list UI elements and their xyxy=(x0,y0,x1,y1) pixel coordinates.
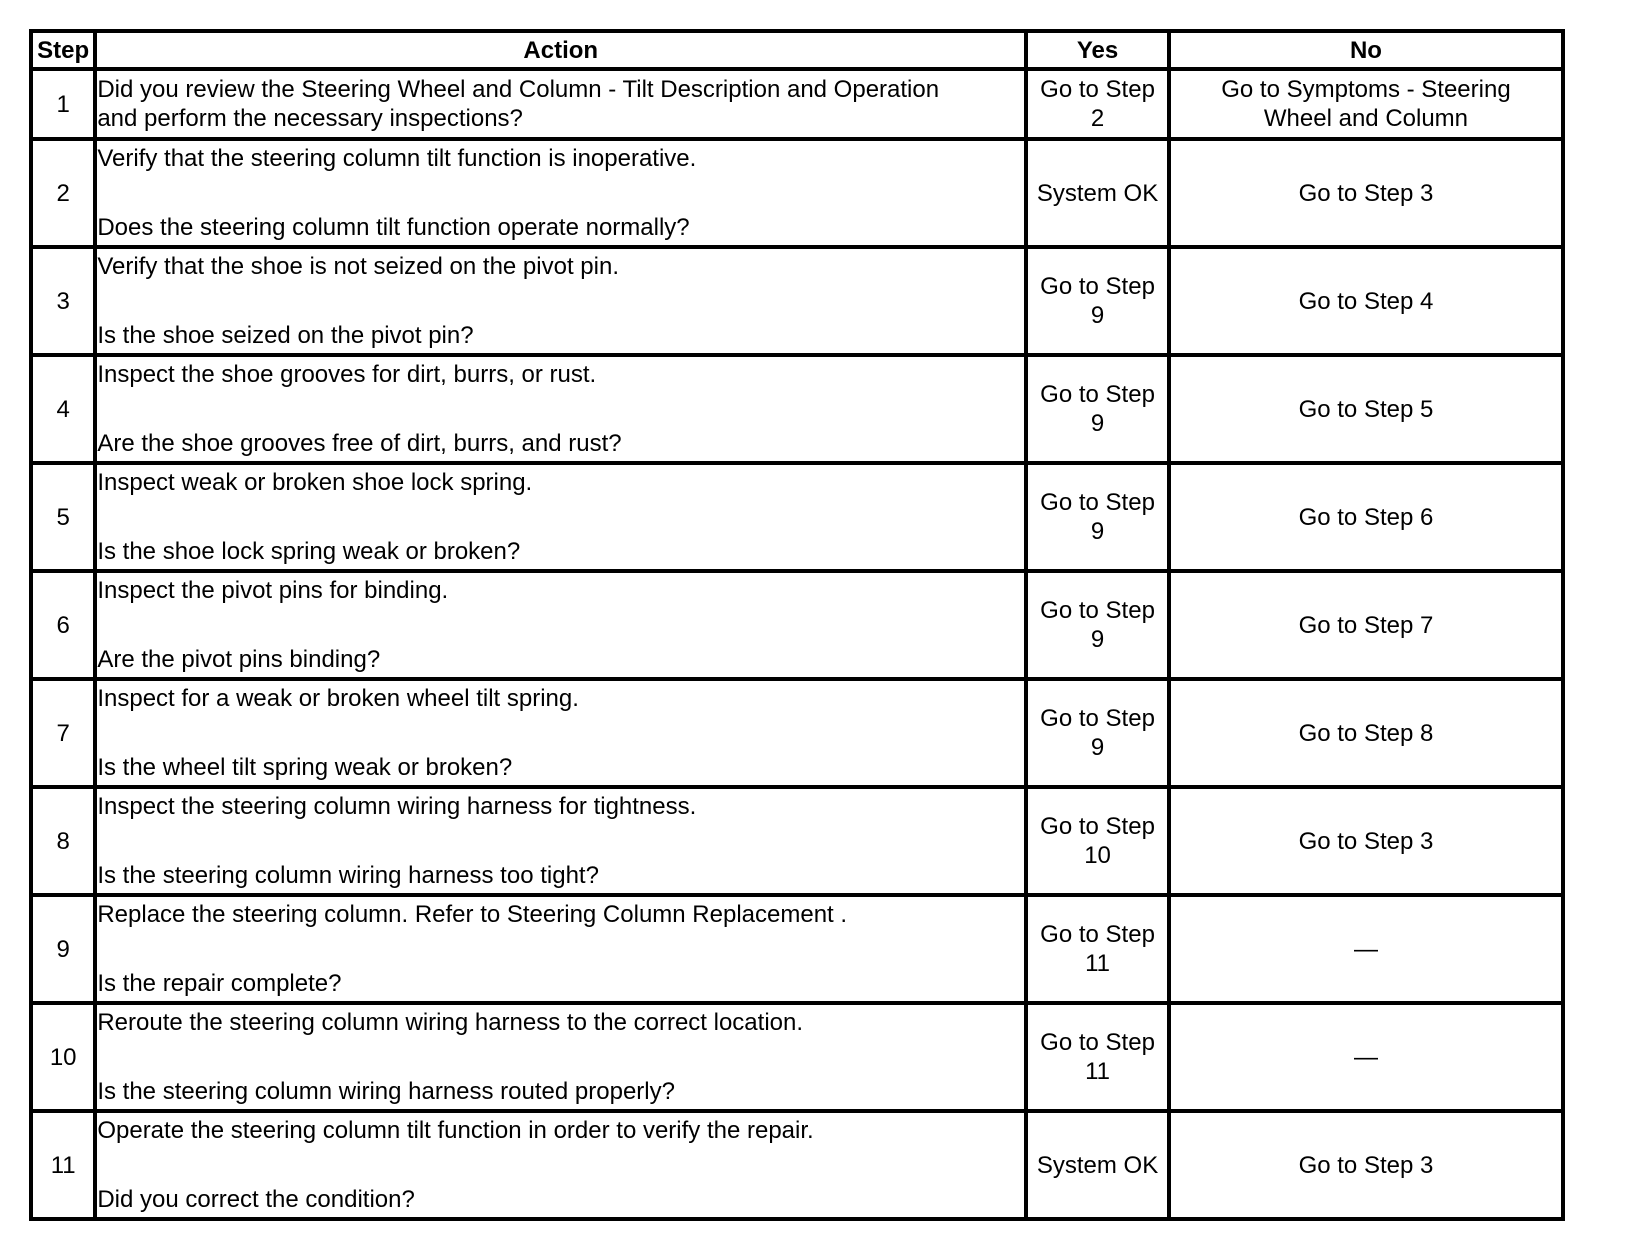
no-text: Go to Step 6 xyxy=(1298,503,1434,531)
action-instruction: Operate the steering column tilt function in order to verify the repair. xyxy=(97,1117,814,1144)
yes-cell xyxy=(1026,571,1169,679)
action-question: Is the steering column wiring harness too tight? xyxy=(97,862,599,889)
yes-cell xyxy=(1026,247,1169,355)
yes-cell xyxy=(1026,679,1169,787)
yes-text: Go to Step xyxy=(1040,76,1155,103)
step-number: 8 xyxy=(31,787,95,895)
action-text: Did you review the Steering Wheel and Column - Tilt Description and Operation xyxy=(97,76,940,103)
action-question: Is the shoe seized on the pivot pin? xyxy=(97,322,474,349)
no-cell xyxy=(1169,463,1563,571)
header-row xyxy=(31,31,1563,69)
table-row xyxy=(31,895,1563,1003)
no-cell xyxy=(1169,1111,1563,1219)
yes-cell xyxy=(1026,69,1169,139)
action-instruction: Inspect the pivot pins for binding. xyxy=(97,577,449,604)
no-dash: — xyxy=(1353,1043,1378,1071)
step-number: 3 xyxy=(31,247,95,355)
no-text: Go to Step 8 xyxy=(1298,719,1434,747)
yes-text: Go to Step xyxy=(1040,1029,1155,1056)
action-cell xyxy=(95,1003,1026,1111)
yes-text: System OK xyxy=(1036,179,1159,207)
table-row xyxy=(31,69,1563,139)
action-instruction: Inspect for a weak or broken wheel tilt spring. xyxy=(97,685,579,712)
action-text: and perform the necessary inspections? xyxy=(97,105,523,132)
action-cell xyxy=(95,895,1026,1003)
no-text: Go to Step 5 xyxy=(1298,395,1434,423)
table-row xyxy=(31,355,1563,463)
yes-text: Go to Step xyxy=(1040,921,1155,948)
action-cell xyxy=(95,463,1026,571)
yes-text: Go to Step xyxy=(1040,489,1155,516)
step-number: 4 xyxy=(31,355,95,463)
yes-cell xyxy=(1026,1111,1169,1219)
no-text: Go to Step 3 xyxy=(1298,1151,1434,1179)
table-row xyxy=(31,571,1563,679)
action-question: Is the steering column wiring harness routed properly? xyxy=(97,1078,675,1105)
step-number: 7 xyxy=(31,679,95,787)
no-text: Go to Symptoms - Steering xyxy=(1221,76,1511,103)
header-action: Action xyxy=(95,31,1026,69)
yes-text: 10 xyxy=(1084,842,1111,869)
yes-cell xyxy=(1026,787,1169,895)
no-text: Go to Step 3 xyxy=(1298,827,1434,855)
step-number: 10 xyxy=(31,1003,95,1111)
action-instruction: Verify that the steering column tilt function is inoperative. xyxy=(97,145,697,172)
action-cell xyxy=(95,247,1026,355)
header-step: Step xyxy=(31,31,95,69)
action-cell xyxy=(95,571,1026,679)
header-no: No xyxy=(1169,31,1563,69)
yes-cell xyxy=(1026,463,1169,571)
yes-text: Go to Step xyxy=(1040,597,1155,624)
action-instruction: Inspect the steering column wiring harness for tightness. xyxy=(97,793,697,820)
action-question: Does the steering column tilt function operate normally? xyxy=(97,214,690,241)
table-row xyxy=(31,679,1563,787)
yes-text: Go to Step xyxy=(1040,273,1155,300)
table-row xyxy=(31,139,1563,247)
step-number: 6 xyxy=(31,571,95,679)
action-question: Is the repair complete? xyxy=(97,970,342,997)
action-cell xyxy=(95,679,1026,787)
step-number: 9 xyxy=(31,895,95,1003)
yes-text: Go to Step xyxy=(1040,813,1155,840)
no-cell xyxy=(1169,895,1563,1003)
yes-cell xyxy=(1026,895,1169,1003)
no-cell xyxy=(1169,355,1563,463)
action-question: Did you correct the condition? xyxy=(97,1186,415,1213)
action-question: Are the pivot pins binding? xyxy=(97,646,381,673)
yes-text: 2 xyxy=(1090,105,1105,132)
action-question: Are the shoe grooves free of dirt, burrs, and rust? xyxy=(97,430,622,457)
action-instruction: Replace the steering column. Refer to Steering Column Replacement . xyxy=(97,901,848,928)
step-number: 5 xyxy=(31,463,95,571)
action-question: Is the shoe lock spring weak or broken? xyxy=(97,538,521,565)
no-cell xyxy=(1169,679,1563,787)
no-cell xyxy=(1169,787,1563,895)
action-cell xyxy=(95,69,1026,139)
action-instruction: Inspect weak or broken shoe lock spring. xyxy=(97,469,533,496)
action-instruction: Verify that the shoe is not seized on the pivot pin. xyxy=(97,253,619,280)
yes-cell xyxy=(1026,139,1169,247)
yes-text: 11 xyxy=(1085,1058,1111,1085)
yes-cell xyxy=(1026,355,1169,463)
action-question: Is the wheel tilt spring weak or broken? xyxy=(97,754,513,781)
yes-text: 9 xyxy=(1090,410,1105,437)
yes-text: Go to Step xyxy=(1040,381,1155,408)
action-cell xyxy=(95,139,1026,247)
no-cell xyxy=(1169,69,1563,139)
step-number: 11 xyxy=(31,1111,95,1219)
yes-cell xyxy=(1026,1003,1169,1111)
diagnostic-table xyxy=(29,29,1565,1221)
step-number: 1 xyxy=(31,69,95,139)
no-text: Go to Step 7 xyxy=(1298,611,1434,639)
no-text: Wheel and Column xyxy=(1263,105,1469,132)
yes-text: 9 xyxy=(1090,518,1105,545)
yes-text: 9 xyxy=(1090,734,1105,761)
yes-text: System OK xyxy=(1036,1151,1159,1179)
no-cell xyxy=(1169,1003,1563,1111)
table-row xyxy=(31,463,1563,571)
action-instruction: Inspect the shoe grooves for dirt, burrs, or rust. xyxy=(97,361,597,388)
no-cell xyxy=(1169,571,1563,679)
yes-text: 11 xyxy=(1085,950,1111,977)
no-cell xyxy=(1169,139,1563,247)
action-instruction: Reroute the steering column wiring harness to the correct location. xyxy=(97,1009,804,1036)
table-row xyxy=(31,787,1563,895)
no-text: Go to Step 4 xyxy=(1298,287,1434,315)
header-yes: Yes xyxy=(1026,31,1169,69)
action-cell xyxy=(95,787,1026,895)
action-cell xyxy=(95,1111,1026,1219)
yes-text: 9 xyxy=(1090,302,1105,329)
yes-text: Go to Step xyxy=(1040,705,1155,732)
no-cell xyxy=(1169,247,1563,355)
table-row xyxy=(31,247,1563,355)
table-row xyxy=(31,1111,1563,1219)
action-cell xyxy=(95,355,1026,463)
yes-text: 9 xyxy=(1090,626,1105,653)
step-number: 2 xyxy=(31,139,95,247)
no-dash: — xyxy=(1353,935,1378,963)
table-row xyxy=(31,1003,1563,1111)
no-text: Go to Step 3 xyxy=(1298,179,1434,207)
